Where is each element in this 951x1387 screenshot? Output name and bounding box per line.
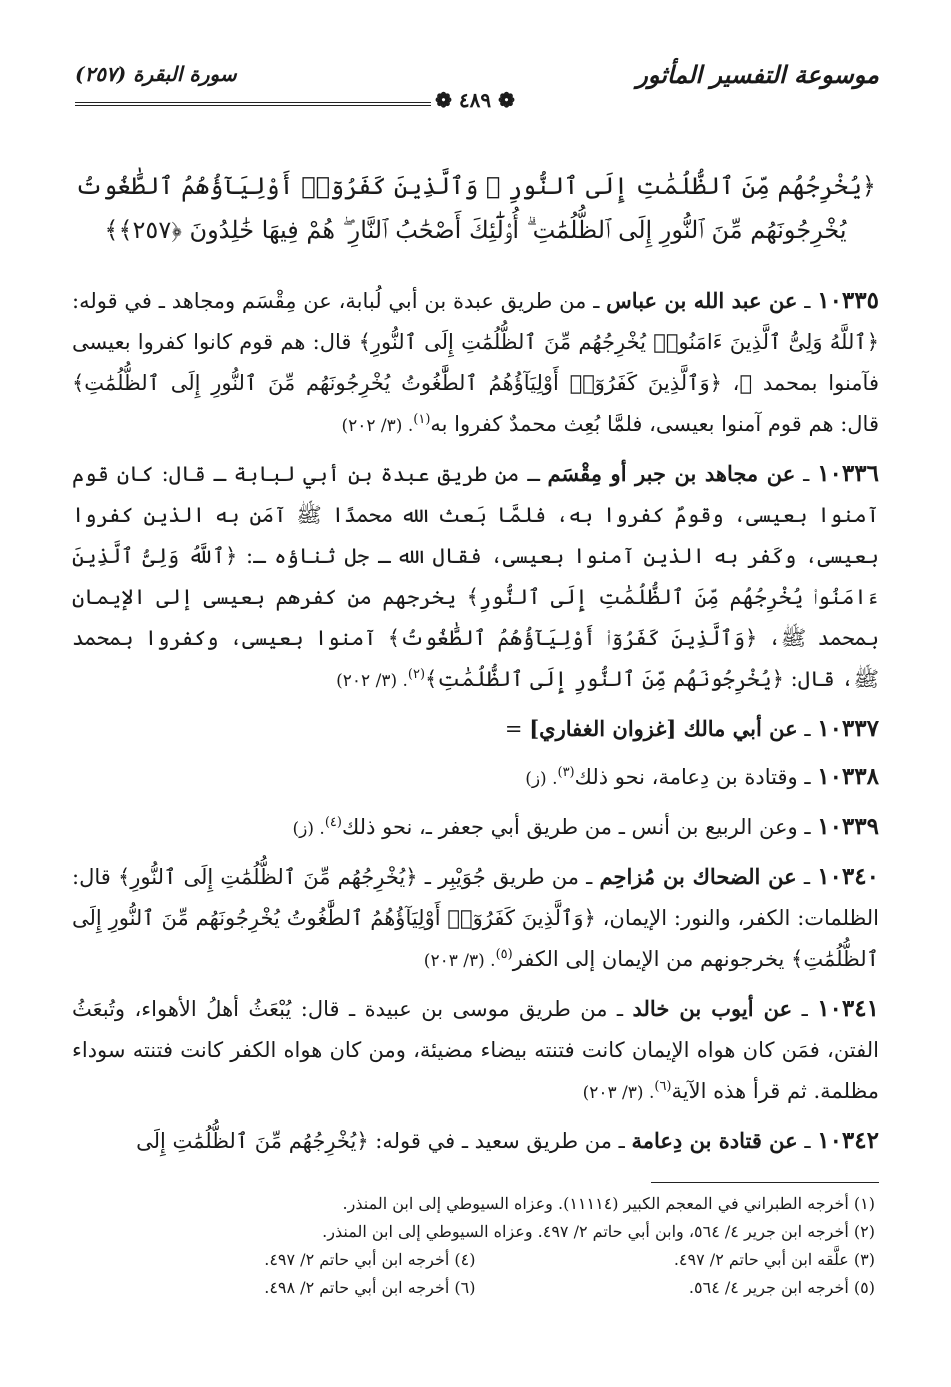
entry-text: ـ وقتادة بن دِعامة، نحو ذلك (574, 765, 811, 789)
narration-entry: ١٠٣٤٠ ـ عن الضحاك بن مُزاحِم ـ من طريق جُوَيْبِر ـ ﴿يُخْرِجُهُم مِّنَ ٱلظُّلُمَٰتِ إِلَى ٱلنُّورِ﴾ قال: الظلمات: الكفر، والنور: الإيمان، ﴿وَٱلَّذِينَ كَفَرُوٓا۟ أَوْلِيَآؤُهُمُ ٱلطَّٰغُوتُ يُخْرِجُونَهُم مِّنَ ٱلنُّورِ إِلَى ٱلظُّلُمَٰتِ﴾ يخرجونهم من الإيمان إلى الكفر$^{(٥)}$. (٣/ ٢٠٣) (72, 863, 879, 971)
footnote-3: (٣) علَّقه ابن أبي حاتم ٢/ ٤٩٧. (673, 1250, 875, 1269)
ayah-line-1: ﴿يُخْرِجُهُم مِّنَ ٱلظُّلُمَٰتِ إِلَى ٱلنُّورِ ۖ وَٱلَّذِينَ كَفَرُوٓا۟ أَوْلِيَآؤُهُمُ ٱلطَّٰغُوتُ (75, 172, 876, 200)
narration-entry: ١٠٣٤٢ ـ عن قتادة بن دِعامة ـ من طريق سعيد ـ في قوله: ﴿يُخْرِجُهُم مِّنَ ٱلظُّلُمَٰتِ إِلَى (136, 1127, 879, 1154)
ornament-icon: ❁ (435, 88, 459, 112)
ayah-line-2: يُخْرِجُونَهُم مِّنَ ٱلنُّورِ إِلَى ٱلظُّلُمَٰتِ ۗ أُو۟لَٰٓئِكَ أَصْحَٰبُ ٱلنَّارِ ۖ هُمْ فِيهَا خَٰلِدُونَ ﴿٢٥٧﴾﴾ (104, 216, 847, 244)
entry-text: ـ وعن الربيع بن أنس ـ من طريق أبي جعفر ـ، نحو ذلك (341, 815, 811, 839)
entry-number: ١٠٣٤٠ (817, 863, 879, 890)
footnote-4: (٤) أخرجه ابن أبي حاتم ٢/ ٤٩٧. (264, 1250, 476, 1269)
entry-text: ـ من طريق جُوَيْبِر ـ ﴿يُخْرِجُهُم مِّنَ ٱلظُّلُمَٰتِ إِلَى ٱلنُّورِ﴾ قال: الظلمات: الكفر، والنور: الإيمان، ﴿وَٱلَّذِينَ كَفَرُوٓا۟ أَوْلِيَآؤُهُمُ ٱلطَّٰغُوتُ يُخْرِجُونَهُم مِّنَ ٱلنُّورِ إِلَى ٱلظُّلُمَٰتِ﴾ يخرجونهم من الإيمان إلى الكفر (72, 865, 879, 971)
entry-text: ـ من طريق عبدة بن أبي لُبابة، عن مِقْسَم ومجاهد ـ في قوله: ﴿ٱللَّهُ وَلِىُّ ٱلَّذِينَ ءَامَنُوا۟ يُخْرِجُهُم مِّنَ ٱلظُّلُمَٰتِ إِلَى ٱلنُّورِ﴾ قال: هم قوم كانوا كفروا بعيسى فآمنوا بمحمد ﷺ، ﴿وَٱلَّذِينَ كَفَرُوٓا۟ أَوْلِيَآؤُهُمُ ٱلطَّٰغُوتُ يُخْرِجُونَهُم مِّنَ ٱلنُّورِ إِلَى ٱلظُّلُمَٰتِ﴾ قال: هم قوم آمنوا بعيسى، فلمَّا بُعِث محمدٌ كفروا به (72, 289, 879, 436)
footnote-1: (١) أخرجه الطبراني في المعجم الكبير (١١١١٤). وعزاه السيوطي إلى ابن المنذر. (342, 1194, 875, 1213)
narrator-name: عن أيوب بن خالد (632, 996, 793, 1021)
narrator-name: عن الضحاك بن مُزاحِم (599, 864, 797, 889)
entry-text: ـ من طريق سعيد ـ في قوله: ﴿يُخْرِجُهُم مِّنَ ٱلظُّلُمَٰتِ إِلَى (136, 1129, 625, 1153)
entry-number: ١٠٣٣٩ (817, 813, 879, 840)
footnotes (76, 1190, 875, 1302)
entry-number: ١٠٣٣٨ (817, 763, 879, 790)
footnote-5: (٥) أخرجه ابن جرير ٤/ ٥٦٤. (688, 1278, 875, 1297)
footnote-row (76, 1246, 875, 1274)
narrator-name: عن عبد الله بن عباس (606, 288, 798, 313)
entry-number: ١٠٣٤١ (817, 995, 879, 1022)
narration-entry: ١٠٣٣٧ ـ عن أبي مالك [غزوان الغفاري] = (504, 715, 879, 742)
narration-entry: ١٠٣٣٦ ـ عن مجاهد بن جبر أو مِقْسَم ـ من طريق عبدة بن أبي لبابة ـ قال: كان قوم آمنوا بعيسى، وقومٌ كفروا به، فلمَّا بَعث الله محمدًا ﷺ آمَن به الذين كفروا بعيسى، وكَفر به الذين آمنوا بعيسى، فقال الله ـ جل ثناؤه ـ: ﴿ٱللَّهُ وَلِىُّ ٱلَّذِينَ ءَامَنُوا۟ يُخْرِجُهُم مِّنَ ٱلظُّلُمَٰتِ إِلَى ٱلنُّورِ﴾ يخرجهم من كفرهم بعيسى إلى الإيمان بمحمد ﷺ، ﴿وَٱلَّذِينَ كَفَرُوٓا۟ أَوْلِيَآؤُهُمُ ٱلطَّٰغُوتُ﴾ آمنوا بعيسى، وكفروا بمحمد ﷺ، قال: ﴿يُخْرِجُونَهُم مِّنَ ٱلنُّورِ إِلَى ٱلظُّلُمَٰتِ﴾$^{(٢)}$. (٣/ ٢٠٢) (72, 460, 879, 691)
footnote-divider (651, 1182, 879, 1183)
page-number: ❁ ٤٨٩ ❁ (435, 88, 515, 112)
entry-reference: . (ز) (525, 769, 558, 789)
narrator-name: عن قتادة بن دِعامة (631, 1128, 798, 1153)
footnote-marker[interactable]: (٥) (495, 947, 513, 962)
surah-title: سورة البقرة (٢٥٧) (75, 62, 237, 86)
narration-entry (72, 806, 879, 850)
entry-text: = (504, 717, 523, 741)
narrator-name: عن أبي مالك [غزوان الغفاري] (529, 716, 798, 741)
entry-number: ١٠٣٣٦ (817, 460, 879, 487)
footnote-marker[interactable]: (٢) (407, 667, 426, 682)
narration-entry: ١٠٣٤١ ـ عن أيوب بن خالد ـ من طريق موسى بن عبيدة ـ قال: يُبْعَثُ أهلُ الأهواء، وتُبعَثُ الفتن، فمَن كان هواه الإيمان كانت فتنته بيضاء مضيئة، ومن كان هواه الكفر كانت فتنته سوداء مظلمة. ثم قرأ هذه الآية$^{(٦)}$. (٣/ ٢٠٣) (72, 995, 879, 1103)
narrator-name: عن مجاهد بن جبر أو مِقْسَم (547, 461, 796, 486)
entry-reference: . (٣/ ٢٠٢) (341, 416, 414, 436)
header-rule-left (75, 102, 430, 103)
entry-reference: . (٣/ ٢٠٣) (423, 951, 496, 971)
book-title: موسوعة التفسير المأثور (636, 60, 879, 89)
entry-number: ١٠٣٣٧ (817, 715, 879, 742)
narration-entry (72, 756, 879, 800)
narration-list (72, 280, 879, 1168)
footnote-6: (٦) أخرجه ابن أبي حاتم ٢/ ٤٩٨. (264, 1278, 476, 1297)
entry-text: ـ من طريق عبدة بن أبي لبابة ـ قال: كان قوم آمنوا بعيسى، وقومٌ كفروا به، فلمَّا بَعث الله محمدًا ﷺ آمَن به الذين كفروا بعيسى، وكَفر به الذين آمنوا بعيسى، فقال الله ـ جل ثناؤه ـ: ﴿ٱللَّهُ وَلِىُّ ٱلَّذِينَ ءَامَنُوا۟ يُخْرِجُهُم مِّنَ ٱلظُّلُمَٰتِ إِلَى ٱلنُّورِ﴾ يخرجهم من كفرهم بعيسى إلى الإيمان بمحمد ﷺ، ﴿وَٱلَّذِينَ كَفَرُوٓا۟ أَوْلِيَآؤُهُمُ ٱلطَّٰغُوتُ﴾ آمنوا بعيسى، وكفروا بمحمد ﷺ، قال: ﴿يُخْرِجُونَهُم مِّنَ ٱلنُّورِ إِلَى ٱلظُّلُمَٰتِ﴾ (72, 462, 879, 691)
entry-number: ١٠٣٣٥ (817, 287, 879, 314)
footnote-2: (٢) أخرجه ابن جرير ٤/ ٥٦٤، وابن أبي حاتم ٢/ ٤٩٧. وعزاه السيوطي إلى ابن المنذر. (322, 1222, 875, 1241)
footnote-marker[interactable]: (٤) (324, 815, 342, 830)
entry-reference: . (٣/ ٢٠٢) (336, 671, 408, 691)
footnote-marker[interactable]: (١) (413, 412, 431, 427)
ornament-icon: ❁ (491, 88, 515, 112)
footnote-marker[interactable]: (٣) (557, 765, 575, 780)
entry-reference: . (ز) (292, 819, 325, 839)
footnote-marker[interactable]: (٦) (654, 1079, 672, 1094)
entry-number: ١٠٣٤٢ (817, 1127, 879, 1154)
entry-text: ـ من طريق موسى بن عبيدة ـ قال: يُبْعَثُ أهلُ الأهواء، وتُبعَثُ الفتن، فمَن كان هواه الإيمان كانت فتنته بيضاء مضيئة، ومن كان هواه الكفر كانت فتنته سوداء مظلمة. ثم قرأ هذه الآية (72, 997, 879, 1103)
narration-entry: ١٠٣٣٥ ـ عن عبد الله بن عباس ـ من طريق عبدة بن أبي لُبابة، عن مِقْسَم ومجاهد ـ في قوله: ﴿ٱللَّهُ وَلِىُّ ٱلَّذِينَ ءَامَنُوا۟ يُخْرِجُهُم مِّنَ ٱلظُّلُمَٰتِ إِلَى ٱلنُّورِ﴾ قال: هم قوم كانوا كفروا بعيسى فآمنوا بمحمد ﷺ، ﴿وَٱلَّذِينَ كَفَرُوٓا۟ أَوْلِيَآؤُهُمُ ٱلطَّٰغُوتُ يُخْرِجُونَهُم مِّنَ ٱلنُّورِ إِلَى ٱلظُّلُمَٰتِ﴾ قال: هم قوم آمنوا بعيسى، فلمَّا بُعِث محمدٌ كفروا به$^{(١)}$. (٣/ ٢٠٢) (72, 287, 879, 436)
entry-reference: . (٣/ ٢٠٣) (582, 1083, 655, 1103)
footnote-row (76, 1274, 875, 1302)
